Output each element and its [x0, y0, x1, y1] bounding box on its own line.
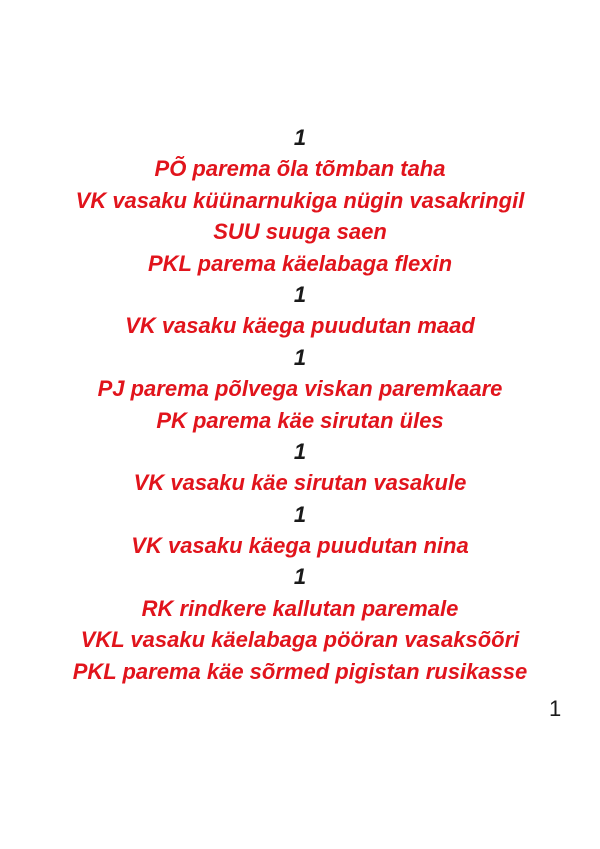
poem-line: RK rindkere kallutan paremale: [141, 595, 459, 621]
poem-line: VK vasaku käega puudutan nina: [131, 533, 469, 559]
poem-line: PJ parema põlvega viskan paremkaare: [97, 376, 503, 402]
page-number: 1: [549, 696, 562, 721]
poem-line: VK vasaku käega puudutan maad: [125, 313, 475, 339]
poem-line: VK vasaku küünarnukiga nügin vasakringil: [75, 187, 525, 213]
poem-line: VKL vasaku käelabaga pööran vasaksõõri: [80, 627, 520, 653]
poem-line: PK parema käe sirutan üles: [156, 407, 444, 433]
poem-line: SUU suuga saen: [213, 219, 387, 245]
poem-line: PKL parema käelabaga flexin: [147, 250, 453, 276]
poem-line: VK vasaku käe sirutan vasakule: [133, 470, 467, 496]
count-marker: 1: [293, 438, 307, 464]
poem-line: PÕ parema õla tõmban taha: [154, 156, 446, 182]
count-marker: 1: [293, 501, 307, 527]
poem-block: [0, 122, 600, 687]
count-marker: 1: [293, 125, 307, 150]
count-marker: 1: [293, 281, 307, 307]
poem-line: PKL parema käe sõrmed pigistan rusikasse: [72, 658, 528, 684]
count-marker: 1: [293, 564, 307, 590]
count-marker: 1: [293, 344, 307, 370]
